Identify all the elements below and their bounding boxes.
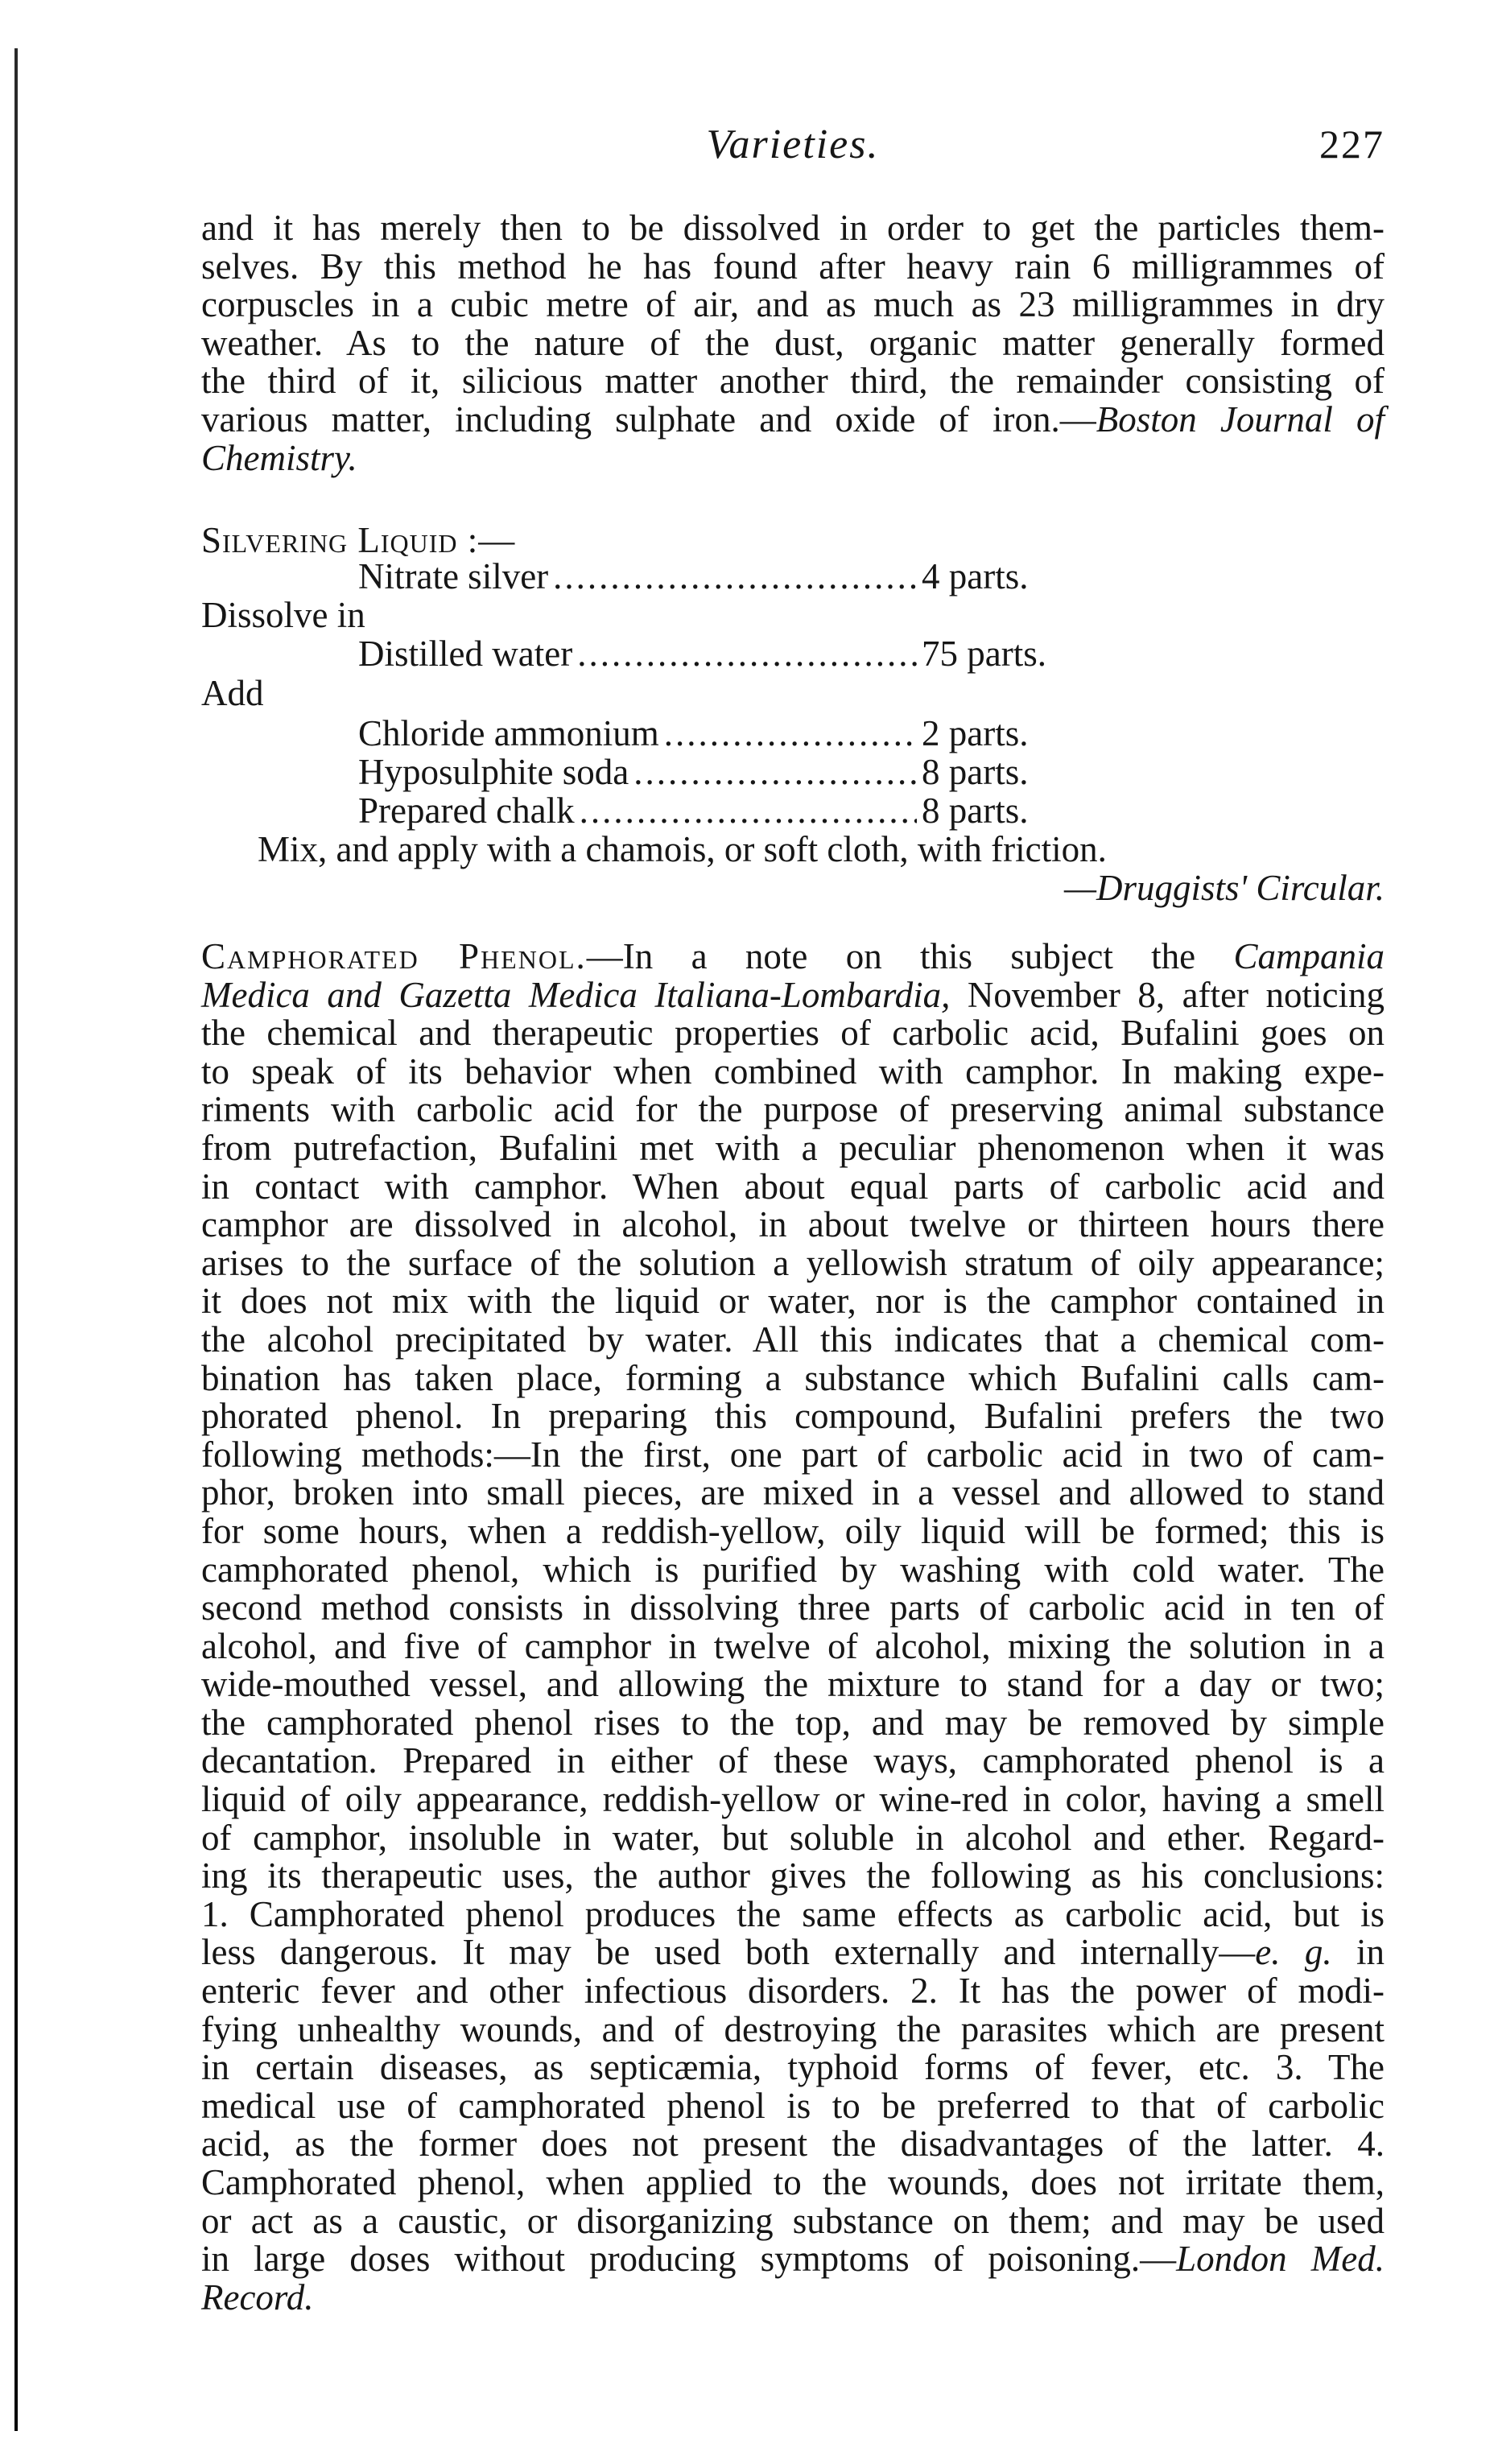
paragraph-camphorated-phenol (201, 938, 1385, 2317)
text-line: weather. As to the nature of the dust, organic matter generally formed (201, 322, 1385, 363)
mix-instruction: Mix, and apply with a chamois, or soft cloth, with friction. (258, 829, 1107, 869)
text-line: in contact with camphor. When about equal parts of carbolic acid and (201, 1166, 1385, 1207)
paragraph-dust-analysis (201, 209, 1385, 477)
text-line (201, 2276, 1385, 2317)
ingredient-row (358, 633, 1083, 675)
text-line: the camphorated phenol rises to the top, and may be removed by simple (201, 1702, 1385, 1743)
text-line: phorated phenol. In preparing this compound, Bufalini prefers the two (201, 1396, 1385, 1437)
text-line-part: November 8, after noticing (950, 974, 1385, 1015)
recipe-title: Silvering Liquid :— (201, 520, 516, 560)
text-line: riments with carbolic acid for the purpose of preserving animal substance (201, 1089, 1385, 1130)
text-line: 1. Camphorated phenol produces the same effects as carbolic acid, but is (201, 1893, 1385, 1934)
text-line (201, 976, 1385, 1015)
ingredient-row (358, 751, 1083, 793)
text-line (201, 1934, 1385, 1972)
text-line (201, 938, 1385, 976)
text-line: selves. By this method he has found after heavy rain 6 milligrammes of (201, 246, 1385, 287)
text-line: alcohol, and five of camphor in twelve of alcohol, mixing the solution in a (201, 1625, 1385, 1666)
text-line: bination has taken place, forming a substance which Bufalini calls cam- (201, 1357, 1385, 1398)
leader-dots (633, 751, 917, 793)
recipe-attribution: —Druggists' Circular. (1063, 868, 1385, 908)
source-citation-cont: Record. (201, 2276, 314, 2317)
text-line-part: less dangerous. It may be used both externally and internally— (201, 1932, 1256, 1973)
ingredient-name: Prepared chalk (358, 790, 575, 831)
text-line-part: various matter, including sulphate and oxide of iron.— (201, 398, 1096, 440)
leader-dots (664, 712, 917, 754)
text-line: of camphor, insoluble in water, but soluble in alcohol and ether. Regard- (201, 1817, 1385, 1858)
ingredient-qty: 8 parts. (922, 752, 1029, 792)
latin-abbrev: e. g. (1255, 1932, 1332, 1973)
ingredient-row (358, 555, 1083, 597)
ingredient-qty: 4 parts. (922, 556, 1029, 596)
ingredient-name: Nitrate silver (358, 556, 549, 596)
page-number: 227 (1319, 122, 1385, 167)
text-line: to speak of its behavior when combined with camphor. In making expe- (201, 1050, 1385, 1092)
text-line: camphorated phenol, which is purified by washing with cold water. The (201, 1549, 1385, 1590)
source-citation: London Med. (1176, 2239, 1385, 2280)
ingredient-name: Distilled water (358, 634, 573, 674)
text-line: it does not mix with the liquid or water, nor is the camphor contained in (201, 1281, 1385, 1322)
section-heading: Camphorated Phenol. (201, 936, 587, 976)
text-line (201, 2240, 1385, 2279)
text-line: from putrefaction, Bufalini met with a peculiar phenomenon when it was (201, 1127, 1385, 1168)
text-line: acid, as the former does not present the disadvantages of the latter. 4. (201, 2123, 1385, 2165)
ingredient-name: Hyposulphite soda (358, 752, 629, 792)
text-line: in certain diseases, as septicæmia, typhoid forms of fever, etc. 3. The (201, 2047, 1385, 2088)
text-line: following methods:—In the first, one part of carbolic acid in two of cam- (201, 1434, 1385, 1475)
text-line: the third of it, silicious matter another third, the remainder consisting of (201, 361, 1385, 402)
instruction-dissolve: Dissolve in (201, 595, 365, 635)
page-header (201, 121, 1385, 177)
text-line: Camphorated phenol, when applied to the wounds, does not irritate them, (201, 2162, 1385, 2202)
ingredient-qty: 8 parts. (922, 790, 1029, 831)
text-line (201, 437, 1385, 478)
text-line: liquid of oily appearance, reddish-yellow or wine-red in color, having a smell (201, 1779, 1385, 1820)
source-citation-cont: Medica and Gazetta Medica Italiana-Lombardia, (201, 974, 951, 1015)
source-citation: Campania (1233, 936, 1385, 976)
source-citation-cont: Chemistry. (201, 437, 357, 478)
text-line: ing its therapeutic uses, the author gives the following as his conclusions: (201, 1855, 1385, 1896)
text-line: corpuscles in a cubic metre of air, and as much as 23 milligrammes in dry (201, 284, 1385, 325)
leader-dots (577, 633, 917, 675)
text-line: medical use of camphorated phenol is to be preferred to that of carbolic (201, 2085, 1385, 2126)
text-line: the alcohol precipitated by water. All this indicates that a chemical com- (201, 1319, 1385, 1360)
ingredient-qty: 2 parts. (922, 713, 1029, 753)
text-line (201, 398, 1385, 440)
ingredient-name: Chloride ammonium (358, 713, 659, 753)
text-line-part: —In a note on this subject the (586, 936, 1234, 976)
leader-dots (553, 555, 917, 597)
text-line: fying unhealthy wounds, and of destroying the parasites which are present (201, 2008, 1385, 2049)
source-citation: Boston Journal of (1096, 398, 1385, 440)
page-edge-shadow (14, 48, 18, 2431)
text-line-part: in (1331, 1932, 1385, 1973)
text-line: for some hours, when a reddish-yellow, oily liquid will be formed; this is (201, 1510, 1385, 1551)
text-line-part: in large doses without producing symptoms of poisoning.— (201, 2239, 1177, 2280)
running-head: Varieties. (706, 122, 880, 167)
text-line: wide-mouthed vessel, and allowing the mixture to stand for a day or two; (201, 1664, 1385, 1705)
ingredient-qty: 75 parts. (922, 634, 1046, 674)
text-line: decantation. Prepared in either of these ways, camphorated phenol is a (201, 1740, 1385, 1781)
text-line: and it has merely then to be dissolved in order to get the particles them- (201, 208, 1385, 248)
text-line: phor, broken into small pieces, are mixed in a vessel and allowed to stand (201, 1472, 1385, 1513)
text-line: second method consists in dissolving three parts of carbolic acid in ten of (201, 1587, 1385, 1628)
text-line: or act as a caustic, or disorganizing substance on them; and may be used (201, 2200, 1385, 2241)
leader-dots (580, 790, 917, 832)
ingredient-row (358, 790, 1083, 832)
text-line: enteric fever and other infectious disorders. 2. It has the power of modi- (201, 1971, 1385, 2012)
text-line: the chemical and therapeutic properties of carbolic acid, Bufalini goes on (201, 1013, 1385, 1054)
text-line: camphor are dissolved in alcohol, in about twelve or thirteen hours there (201, 1204, 1385, 1245)
instruction-add: Add (201, 673, 264, 713)
text-line: arises to the surface of the solution a yellowish stratum of oily appearance; (201, 1242, 1385, 1283)
ingredient-row (358, 712, 1083, 754)
